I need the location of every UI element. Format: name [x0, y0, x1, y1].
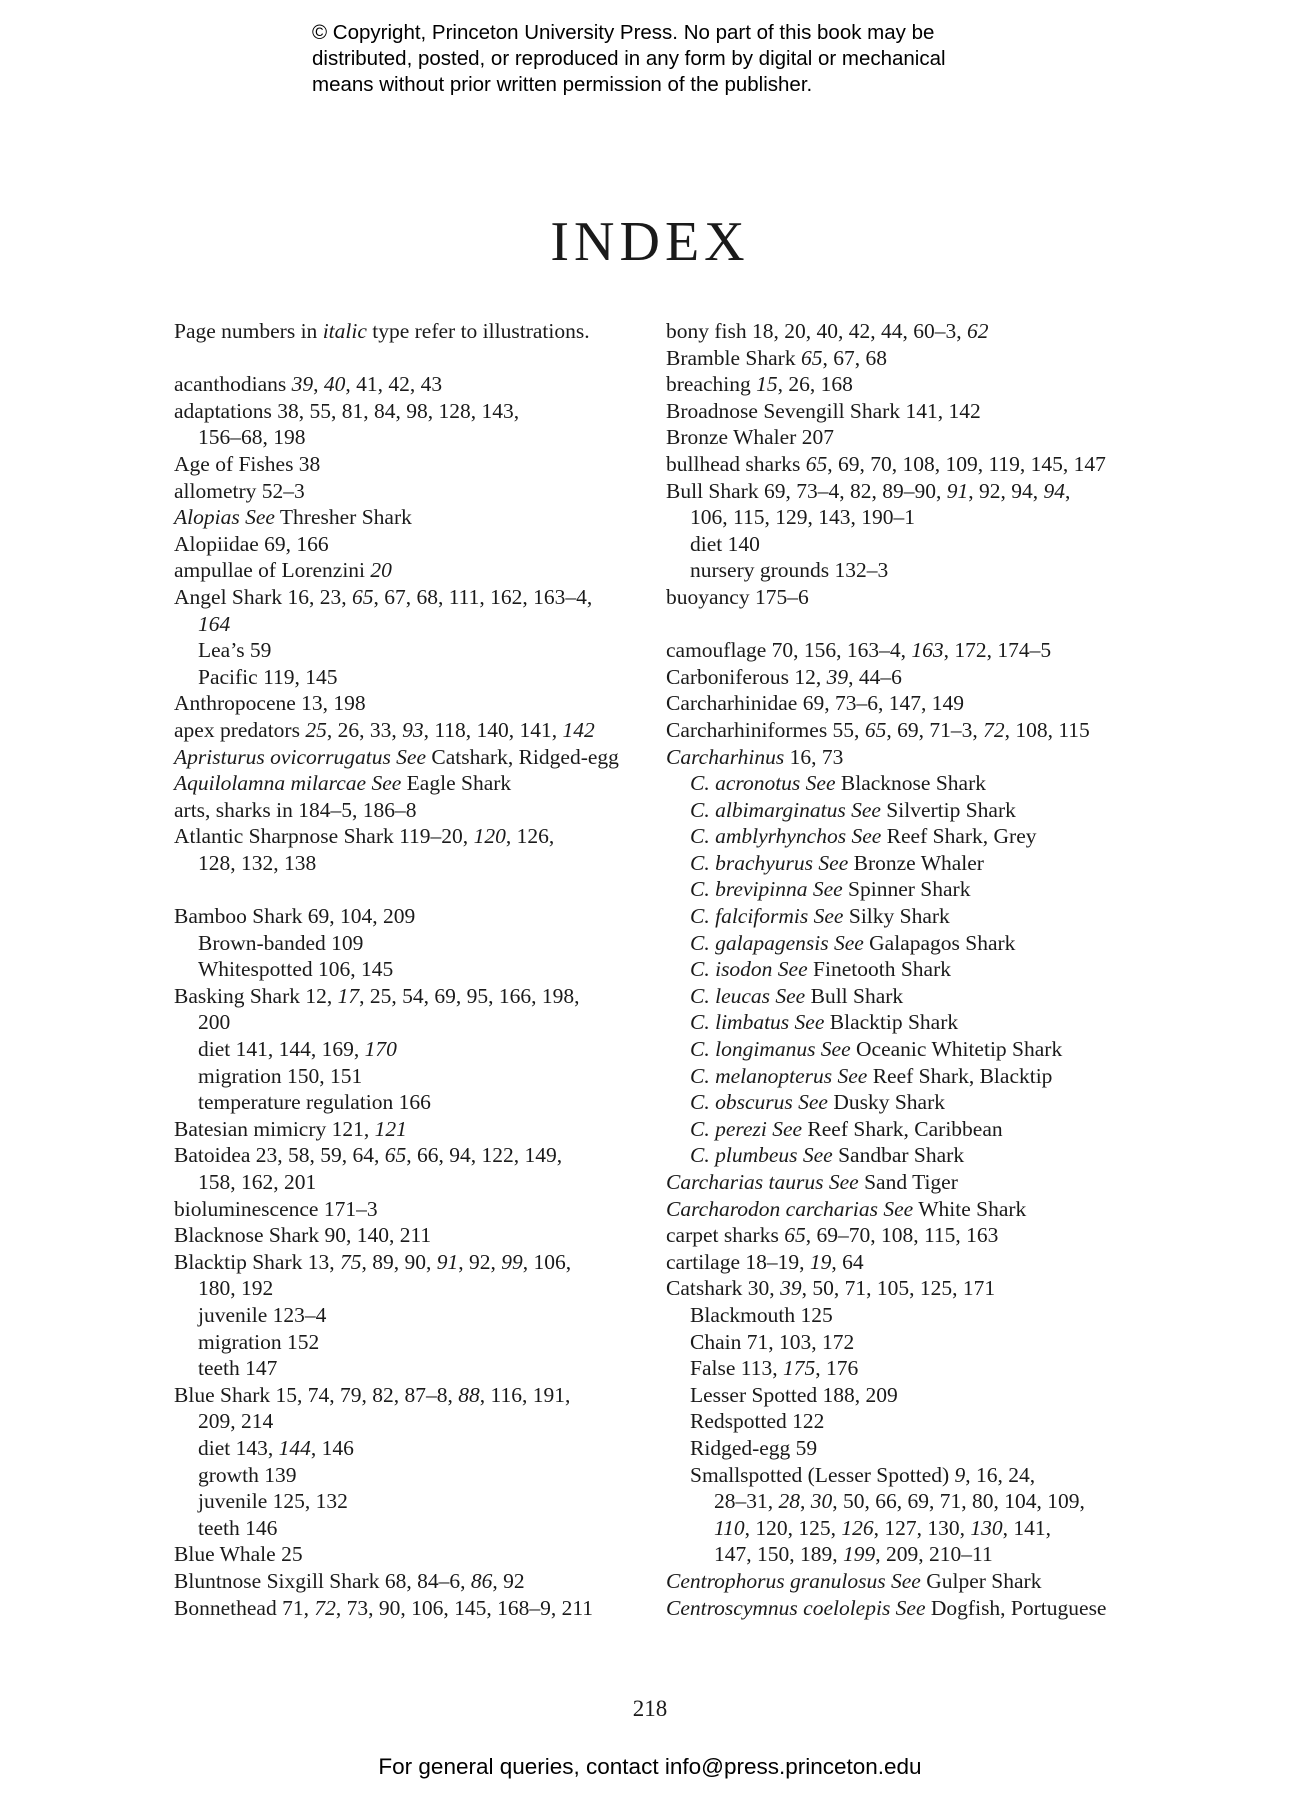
- index-entry: arts, sharks in 184–5, 186–8: [174, 797, 417, 822]
- index-subentry: diet 140: [690, 531, 760, 556]
- index-entry: bony fish 18, 20, 40, 42, 44, 60–3, 62: [666, 319, 989, 343]
- index-subentry: Brown-banded 109: [198, 930, 364, 955]
- index-subentry: C. perezi See Reef Shark, Caribbean: [690, 1116, 1003, 1141]
- index-subentry: 164: [198, 611, 231, 636]
- index-entry: Bonnethead 71, 72, 73, 90, 106, 145, 168–9, 211: [174, 1595, 594, 1620]
- index-spacer: [174, 876, 654, 903]
- index-entry: Atlantic Sharpnose Shark 119–20, 120, 126,: [174, 824, 555, 849]
- index-entry: Bull Shark 69, 73–4, 82, 89–90, 91, 92, 94, 94,: [666, 478, 1071, 503]
- index-subentry: C. obscurus See Dusky Shark: [690, 1090, 946, 1115]
- index-subentry: Blackmouth 125: [690, 1302, 833, 1327]
- index-entry: Blue Shark 15, 74, 79, 82, 87–8, 88, 116, 191,: [174, 1382, 571, 1407]
- index-entry: adaptations 38, 55, 81, 84, 98, 128, 143,: [174, 398, 520, 423]
- index-entry: Alopiidae 69, 166: [174, 531, 329, 556]
- index-entry: Angel Shark 16, 23, 65, 67, 68, 111, 162, 163–4,: [174, 584, 593, 609]
- index-subentry: 128, 132, 138: [198, 850, 317, 875]
- copyright-notice: [312, 20, 1072, 98]
- index-subentry: C. limbatus See Blacktip Shark: [690, 1010, 959, 1035]
- index-entry: cartilage 18–19, 19, 64: [666, 1249, 864, 1274]
- index-entry: Carcharhinidae 69, 73–6, 147, 149: [666, 691, 964, 716]
- index-subentry: Ridged-egg 59: [690, 1435, 818, 1460]
- index-entry: Centrophorus granulosus See Gulper Shark: [666, 1568, 1042, 1593]
- index-subentry: 156–68, 198: [198, 425, 306, 450]
- index-subentry: juvenile 125, 132: [198, 1489, 348, 1514]
- index-subentry: diet 143, 144, 146: [198, 1435, 354, 1460]
- index-entry: Apristurus ovicorrugatus See Catshark, Ridged-egg: [174, 744, 619, 769]
- index-entry: Page numbers in italic type refer to illustrations.: [174, 319, 590, 343]
- copyright-line: © Copyright, Princeton University Press. No part of this book may be: [312, 21, 935, 44]
- index-entry: Anthropocene 13, 198: [174, 691, 366, 716]
- index-entry: Carcharodon carcharias See White Shark: [666, 1196, 1027, 1221]
- index-subentry: Pacific 119, 145: [198, 664, 338, 689]
- index-spacer: [666, 611, 1146, 638]
- index-subentry: Lea’s 59: [198, 638, 272, 663]
- index-subentry: Smallspotted (Lesser Spotted) 9, 16, 24,: [690, 1462, 1036, 1487]
- index-subentry: C. falciformis See Silky Shark: [690, 904, 950, 929]
- index-subentry: 200: [198, 1010, 231, 1035]
- index-entry: buoyancy 175–6: [666, 584, 809, 609]
- index-subentry: Chain 71, 103, 172: [690, 1329, 855, 1354]
- index-subentry: C. brachyurus See Bronze Whaler: [690, 850, 984, 875]
- index-subentry: 110, 120, 125, 126, 127, 130, 130, 141,: [714, 1515, 1052, 1540]
- index-entry: Centroscymnus coelolepis See Dogfish, Portuguese: [666, 1595, 1107, 1620]
- index-entry: acanthodians 39, 40, 41, 42, 43: [174, 372, 443, 397]
- index-entry: ampullae of Lorenzini 20: [174, 558, 392, 583]
- index-subentry: juvenile 123–4: [198, 1302, 327, 1327]
- index-subentry: C. amblyrhynchos See Reef Shark, Grey: [690, 824, 1037, 849]
- index-entry: Broadnose Sevengill Shark 141, 142: [666, 398, 981, 423]
- index-subentry: Redspotted 122: [690, 1409, 825, 1434]
- index-subentry: C. plumbeus See Sandbar Shark: [690, 1143, 965, 1168]
- footer-contact: For general queries, contact info@press.princeton.edu: [378, 1754, 922, 1779]
- index-entry: bioluminescence 171–3: [174, 1196, 378, 1221]
- index-subentry: diet 141, 144, 169, 170: [198, 1037, 397, 1062]
- copyright-line: distributed, posted, or reproduced in any form by digital or mechanical: [312, 47, 946, 70]
- index-entry: Alopias See Thresher Shark: [174, 505, 412, 530]
- index-entry: apex predators 25, 26, 33, 93, 118, 140, 141, 142: [174, 717, 595, 742]
- index-subentry: 106, 115, 129, 143, 190–1: [690, 505, 915, 530]
- index-subentry: Lesser Spotted 188, 209: [690, 1382, 898, 1407]
- index-subentry: 180, 192: [198, 1276, 274, 1301]
- index-subentry: teeth 146: [198, 1515, 278, 1540]
- index-entry: Bluntnose Sixgill Shark 68, 84–6, 86, 92: [174, 1568, 525, 1593]
- index-subentry: migration 150, 151: [198, 1063, 363, 1088]
- index-column-left: [174, 318, 654, 1621]
- index-subentry: 28–31, 28, 30, 50, 66, 69, 71, 80, 104, 109,: [714, 1489, 1085, 1514]
- index-subentry: 158, 162, 201: [198, 1170, 317, 1194]
- index-entry: Blacktip Shark 13, 75, 89, 90, 91, 92, 99, 106,: [174, 1249, 572, 1274]
- index-entry: Batesian mimicry 121, 121: [174, 1116, 407, 1141]
- index-entry: carpet sharks 65, 69–70, 108, 115, 163: [666, 1223, 999, 1248]
- index-subentry: C. leucas See Bull Shark: [690, 983, 904, 1008]
- index-entry: Carcharhinus 16, 73: [666, 744, 844, 769]
- index-entry: Aquilolamna milarcae See Eagle Shark: [174, 771, 512, 796]
- index-entry: Carboniferous 12, 39, 44–6: [666, 664, 902, 689]
- index-entry: Carcharias taurus See Sand Tiger: [666, 1170, 958, 1194]
- index-subentry: C. galapagensis See Galapagos Shark: [690, 930, 1016, 955]
- index-subentry: C. isodon See Finetooth Shark: [690, 957, 951, 982]
- index-entry: bullhead sharks 65, 69, 70, 108, 109, 119, 145, 147: [666, 451, 1106, 476]
- index-entry: Blacknose Shark 90, 140, 211: [174, 1223, 432, 1248]
- index-entry: camouflage 70, 156, 163–4, 163, 172, 174–5: [666, 638, 1052, 663]
- index-subentry: C. acronotus See Blacknose Shark: [690, 771, 986, 796]
- index-subentry: C. longimanus See Oceanic Whitetip Shark: [690, 1037, 1063, 1062]
- index-entry: breaching 15, 26, 168: [666, 372, 853, 397]
- index-entry: Bramble Shark 65, 67, 68: [666, 345, 887, 370]
- page-title: INDEX: [550, 210, 750, 273]
- index-column-right: [666, 318, 1146, 1621]
- index-entry: Bamboo Shark 69, 104, 209: [174, 904, 416, 929]
- index-subentry: nursery grounds 132–3: [690, 558, 889, 583]
- index-spacer: [174, 345, 654, 372]
- index-subentry: temperature regulation 166: [198, 1090, 431, 1115]
- index-entry: Age of Fishes 38: [174, 451, 321, 476]
- copyright-line: means without prior written permission of the publisher.: [312, 73, 813, 96]
- index-subentry: False 113, 175, 176: [690, 1356, 859, 1381]
- index-entry: Batoidea 23, 58, 59, 64, 65, 66, 94, 122, 149,: [174, 1143, 563, 1168]
- index-subentry: C. melanopterus See Reef Shark, Blacktip: [690, 1063, 1053, 1088]
- index-subentry: 209, 214: [198, 1409, 274, 1434]
- index-subentry: Whitespotted 106, 145: [198, 957, 394, 982]
- index-subentry: C. brevipinna See Spinner Shark: [690, 877, 971, 902]
- page-number: 218: [632, 1696, 668, 1721]
- index-entry: Basking Shark 12, 17, 25, 54, 69, 95, 166, 198,: [174, 983, 580, 1008]
- index-entry: Bronze Whaler 207: [666, 425, 834, 450]
- index-subentry: 147, 150, 189, 199, 209, 210–11: [714, 1542, 993, 1567]
- index-subentry: migration 152: [198, 1329, 320, 1354]
- index-subentry: C. albimarginatus See Silvertip Shark: [690, 797, 1016, 822]
- index-entry: allometry 52–3: [174, 478, 305, 503]
- index-entry: Catshark 30, 39, 50, 71, 105, 125, 171: [666, 1276, 996, 1301]
- index-subentry: growth 139: [198, 1462, 297, 1487]
- index-subentry: teeth 147: [198, 1356, 278, 1381]
- index-entry: Carcharhiniformes 55, 65, 69, 71–3, 72, 108, 115: [666, 717, 1090, 742]
- index-entry: Blue Whale 25: [174, 1542, 303, 1567]
